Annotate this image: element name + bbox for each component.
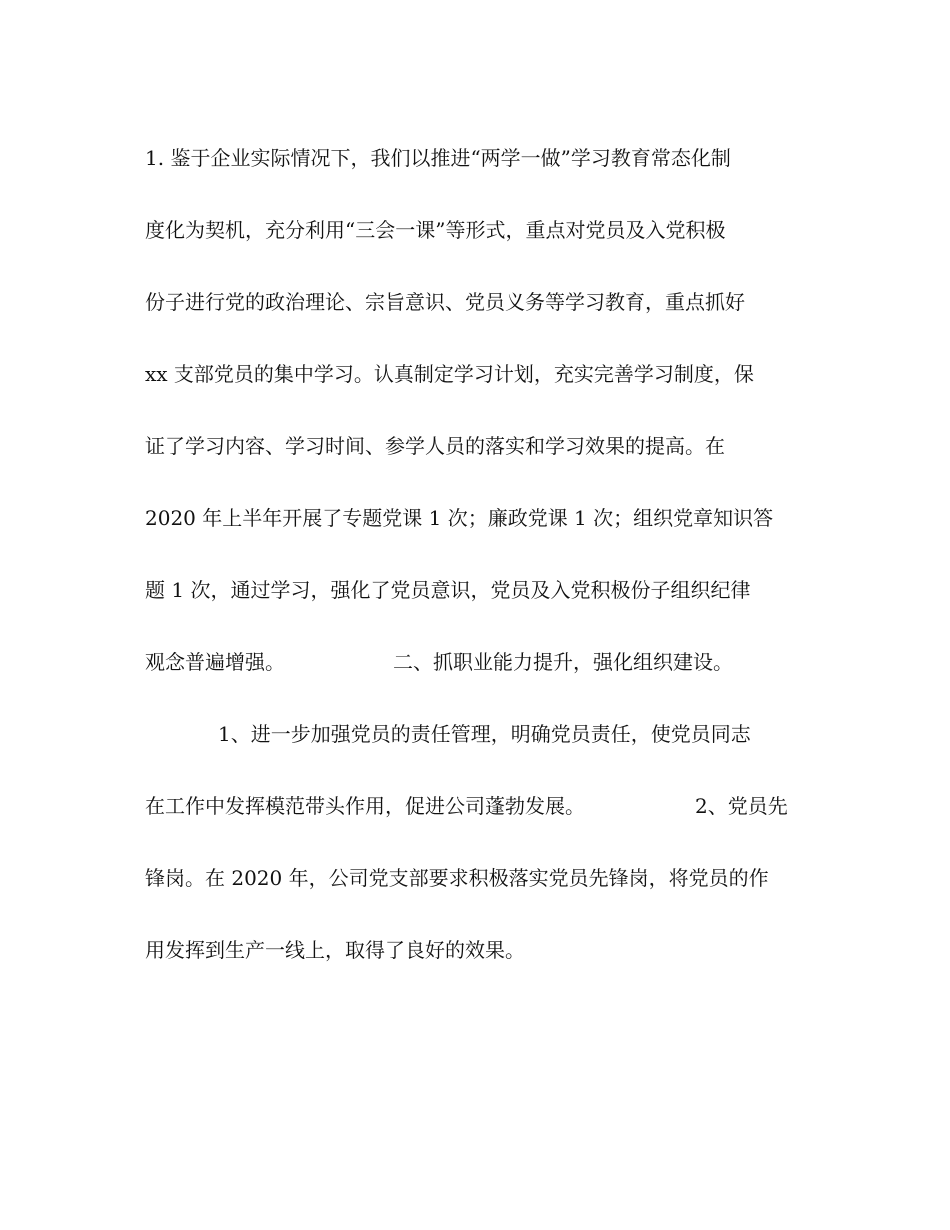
paragraph-line-2: 度化为契机，充分利用“三会一课”等形式，重点对党员及入党积极: [145, 218, 726, 242]
paragraph-line-8-text: 观念普遍增强。: [145, 650, 285, 674]
paragraph-line-7: 题 1 次，通过学习，强化了党员意识，党员及入党积极份子组织纪律: [145, 578, 751, 602]
paragraph-line-1: 1. 鉴于企业实际情况下，我们以推进“两学一做”学习教育常态化制: [145, 146, 731, 170]
paragraph-line-5: 证了学习内容、学习时间、参学人员的落实和学习效果的提高。在: [145, 434, 725, 458]
paragraph-line-10-text: 在工作中发挥模范带头作用，促进公司蓬勃发展。: [145, 794, 585, 818]
paragraph-line-6: 2020 年上半年开展了专题党课 1 次；廉政党课 1 次；组织党章知识答: [145, 506, 774, 530]
paragraph-line-12: 用发挥到生产一线上，取得了良好的效果。: [145, 938, 525, 962]
list-item-2-start: 2、党员先: [695, 794, 788, 818]
list-item-1-text: 1、进一步加强党员的责任管理，明确党员责任，使党员同志: [218, 722, 751, 746]
paragraph-line-11: 锋岗。在 2020 年，公司党支部要求积极落实党员先锋岗，将党员的作: [145, 866, 769, 890]
paragraph-line-4: xx 支部党员的集中学习。认真制定学习计划，充实完善学习制度，保: [145, 362, 754, 386]
section-heading-two: 二、抓职业能力提升，强化组织建设。: [393, 650, 733, 674]
paragraph-line-3: 份子进行党的政治理论、宗旨意识、党员义务等学习教育，重点抓好: [145, 290, 745, 314]
